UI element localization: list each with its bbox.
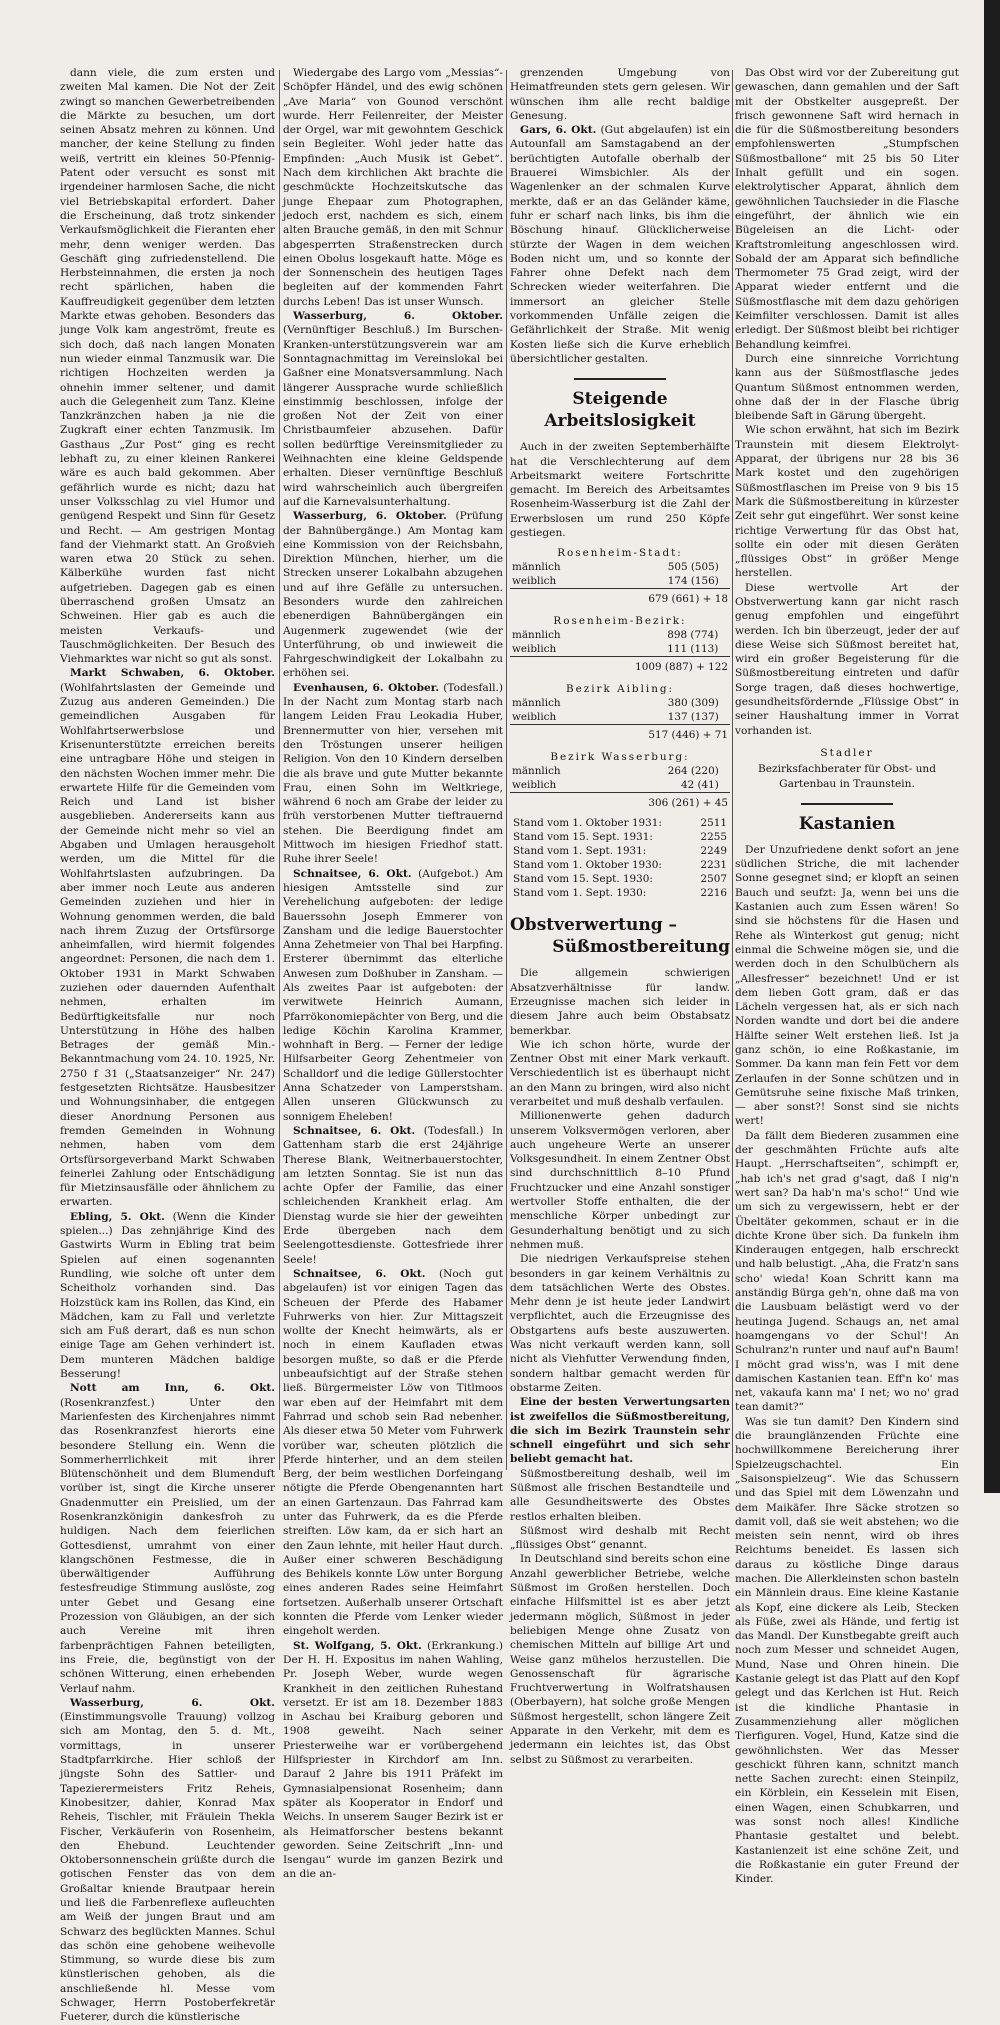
row-value: 2216 [700,887,727,900]
row-value: 264 (220) [667,765,719,778]
table-row [510,816,730,830]
row-label: männlich [512,629,561,642]
paragraph: Die niedrigen Verkaufspreise stehen besonders in gar keinem Verhältnis zu dem tatsächlichen Werte des Obstes. Mehr denn je ist heute jeder Landwirt verpflichtet, auch die Erzeugnisse des Obstgartens aufs beste auszuwerten. Was nicht verkauft werden kann, soll nicht als Viehfutter Verwendung finden, sondern haltbar gemacht werden für obstarme Zeiten. [510,1253,730,1394]
article-st-wolfgang: St. Wolfgang, 5. Okt. (Erkrankung.) Der H. H. Expositus im nahen Wahling, Pr. Joseph Weber, wurde wegen Krankheit in den zeitlichen Ruhestand versetzt. Er ist am 18. Dezember 1883 in Aschau bei Kraiburg geboren und 1908 geweiht. Nach seiner Priesterweihe war er vorübergehend Hilfspriester in Kirchdorf am Inn. Darauf 2 Jahre bis 1911 Präfekt im Gymnasialpensionat Rosenheim; dann später als Kooperator in Endorf und Weichs. In unserem Sauger Bezirk ist er als Heimatforscher bestens bekannt geworden. Seine Zeitschrift „Inn- und Isengau“ wurde im ganzen Bezirk und an die an- [283,1639,503,1881]
article-ebling: Ebling, 5. Okt. (Wenn die Kinder spielen...) Das zehnjährige Kind des Gastwirts Wurm in Ebling trat beim Spielen auf einen sogenannten Rundling, wie solche oft unter dem Scheitholz vorhanden sind. Das Holzstück kam ins Rollen, das Kind, ein Mädchen, kam zu Fall und verletzte sich am Fuß derart, daß es nun schon einige Tage am Gehen verhindert ist. Dem munteren Mädchen baldige Besserung! [60,1210,275,1381]
table-group [510,628,730,680]
row-value: 42 (41) [680,779,719,792]
column-rule [506,70,507,1470]
table-total [510,725,730,749]
paragraph: Was sie tun damit? Den Kindern sind die braunglänzenden Früchte eine hochwillkommene Bereicherung ihrer Spielzeugschachtel. Ein „Saisonspielzeug“. Wie das Schussern und das Spiel mit dem Löwenzahn und dem Maikäfer. Ihre Säcke strotzen so damit voll, daß sie weit abstehen; wo die meisten sein nennt, wird ob ihres Reichtums beneidet. Es lassen sich daraus zu köstliche Dinge daraus machen. Die Allerkleinsten schon basteln ein Männlein draus. Eine kleine Kastanie als Kopf, eine dickere als Leib, Stecken als Füße, zwei als Hände, und fertig ist das Mandl. Der Kunstbegabte greift auch noch zum Messer und schneidet Augen, Mund, Nase und Ohren hinein. Die Kastanie gelegt ist das Platt auf den Kopf gelegt und das Kerlchen ist Hut. Reich ist die kindliche Phantasie in Zusammenziehung aller möglichen Tierfiguren. Vogel, Hund, Katze sind die gewöhnlichsten. Wer das Messer geschickt führen kann, schnitzt manch nette Sachen zurecht: einen Steinpilz, ein Körblein, ein Kesselein mit Eisen, einen Wagen, einen Schubkarren, und was sonst noch alles! Kindliche Phantasie gestaltet und belebt. Kastanienzeit ist eine schöne Zeit, und die Roßkastanie ein guter Freund der Kinder. [735,1415,959,1886]
table-row [510,710,730,725]
article: grenzenden Umgebung von Heimatfreunden stets gern gelesen. Wir wünschen ihm alle recht baldige Genesung. [510,67,730,122]
article-markt-schwaben: Markt Schwaben, 6. Oktober. (Wohlfahrtslasten der Gemeinde und Zuzug aus anderen Gemeinden.) Die gemeindlichen Ausgaben für Wohlfahrtserwerbslose und Krisenunterstützte erreichen bereits eine untragbare Höhe und steigen in den nächsten Wochen immer mehr. Die erwartete Hilfe für die Gemeinden vom Reich und Land ist bisher ausgeblieben. Andererseits kann aus der Gemeinde nicht mehr so viel an Abgaben und Umlagen herausgeholt werden, um die Mittel für die Wohlfahrtslasten aufzubringen. Da aber immer noch Leute aus anderen Gemeinden zuziehen und hier in Wohnung genommen werden, die bald nach ihrem Zuzug der Ortsfürsorge anheimfallen, wird hiermit folgendes angeordnet: Personen, die nach dem 1. Oktober 1931 in Markt Schwaben zuziehen oder dauernden Aufenthalt nehmen, erhalten im Bedürftigkeitsfalle nur noch Unterstützung in Höhe des halben Betrages der gemäß Min.-Bekanntmachung vom 24. 10. 1925, Nr. 2750 f 31 („Staatsanzeiger“ Nr. 247) festgesetzten Richtsätze. Hausbesitzer und Wohnungsinhaber, die entgegen dieser Anordnung Personen aus fremden Gemeinden in Wohnung nehmen, haben vom dem Ortsfürsorgeverband Markt Schwaben feinerlei Zahlung oder Entschädigung für Mietzinsausfälle oder ähnlichem zu erwarten. [60,667,275,1209]
article-gars: Gars, 6. Okt. (Gut abgelaufen) ist ein Autounfall am Samstagabend an der berüchtigten Autofalle oberhalb der Brauerei Wimsbichler. Als der Wagenlenker an der schmalen Kurve merkte, daß er an das Geländer käme, fuhr er scharf nach links, bis ihm die Böschung hinauf. Glücklicherweise stürzte der Wagen in dem weichen Boden nicht um, und so konnte der Fahrer ohne Defekt nach dem Schrecken wieder weiterfahren. Die immersort an gleicher Stelle vorkommenden Unfälle zeigen die Gefährlichkeit der Straße. Mit wenig Kosten ließe sich die Kurve erheblich übersichtlicher gestalten. [510,124,730,365]
table-group-title: Rosenheim-Bezirk: [553,615,687,628]
total-value: 679 (661) + 18 [595,589,730,613]
row-label: Stand vom 1. Sept. 1930: [513,887,647,900]
article-nott-am-inn: Nott am Inn, 6. Okt. (Rosenkranzfest.) Unter den Marienfesten des Kirchenjahres nimmt das Rosenkranzfest hierorts eine besondere Stellung ein. Wenn die Sommerherrlichkeit mit ihrer Blütenschönheit und dem Blumenduft vorüber ist, singt die Kirche unserer Gnadenmutter ein Preislied, um der Rosenkranzkönigin dankesfroh zu huldigen. Nach dem feierlichen Gottesdienst, umrahmt von einer klangschönen Festmesse, die in überwältigender Aufführung festesfreudige Stimmung auslöste, zog unter Gebet und Gesang eine Prozession von Gläubigen, an der sich auch Vereine mit ihren farbenprächtigen Fahnen beteiligten, ins Freie, die, begünstigt von der schönen Witterung, einen erhebenden Verlauf nahm. [60,1382,275,1695]
table-group-title: Bezirk Wasserburg: [550,751,690,764]
column-1 [60,66,275,2024]
table-row [510,872,730,886]
table-total [510,589,730,613]
paragraph: Wie ich schon hörte, wurde der Zentner Obst mit einer Mark verkauft. Verschiedentlich ist es überhaupt nicht an den Mann zu bringen, wird also nicht verarbeitet und muß deshalb verfaulen. [510,1038,730,1108]
total-value: 1009 (887) + 122 [587,657,730,681]
row-label: Stand vom 1. Sept. 1931: [513,845,647,858]
table-row [510,844,730,858]
row-label: Stand vom 1. Oktober 1930: [513,859,662,872]
table-total [510,657,730,681]
article-wasserburg-trauung: Wasserburg, 6. Okt. (Einstimmungsvolle Trauung) vollzog sich am Montag, den 5. d. Mt., vormittags, in unserer Stadtpfarrkirche. Hier schloß der jüngste Sohn des Sattler- und Tapezierermeisters Fritz Reheis, Kinobesitzer, dahier, Konrad Max Reheis, Tischler, mit Fräulein Thekla Fischer, Verkäuferin von Rosenheim, den Ehebund. Leuchtender Oktobersonnenschein grüßte durch die gotischen Fenster das von dem Großaltar kniende Brautpaar herein und ließ die Farbenreflexe aufleuchten am Weiß der jungen Braut und am Schwarz des beglückten Mannes. Schul das schön eine gehobene weihevolle Stimmung, so wurde diese bis zum künstlerischen gehoben, als die anschließende hl. Messe vom Schwager, Herrn Postoberfekretär Fueterer, durch die künstlerische [60,1696,275,2024]
paragraph: Süßmost wird deshalb mit Recht „flüssiges Obst“ genannt. [510,1524,730,1552]
row-value: 137 (137) [667,711,719,724]
row-value: 898 (774) [667,629,719,642]
article-wasserburg-beschluss: Wasserburg, 6. Oktober. (Vernünftiger Beschluß.) Im Burschen-Kranken-unterstützungsverein war am Sonntagnachmittag im Vereinslokal bei Gaßner eine Monatsversammlung. Nach längerer Aussprache wurde schließlich einstimmig beschlossen, infolge der großen Not der Zeit von einer Christbaumfeier abzusehen. Dafür sollen bedürftige Vereinsmitglieder zu Weihnachten eine kleine Geldspende erhalten. Dieser vernünftige Beschluß wird wahrscheinlich auch übergreifen auf die Karnevalsunterhaltung. [283,310,503,508]
column-2 [283,66,504,1881]
row-value: 2231 [700,859,727,872]
article-evenhausen: Evenhausen, 6. Oktober. (Todesfall.) In der Nacht zum Montag starb nach langem Leiden Frau Leokadia Huber, Brennermutter von hier, versehen mit den Tröstungen unserer heiligen Religion. Von den 10 Kindern derselben die als brave und gute Mutter bekannte Frau, einen Sohn im Weltkriege, während 6 noch am Grabe der leider zu früh verstorbenen Mutter tieftrauernd stehen. Die Beerdigung findet am Mittwoch im hiesigen Friedhof statt. Ruhe ihrer Seele! [283,681,503,866]
row-value: 2511 [700,817,727,830]
row-label: weiblich [512,575,557,588]
row-label: Stand vom 1. Oktober 1931: [513,817,662,830]
column-rule [279,70,280,1470]
row-value: 111 (113) [667,643,719,656]
paragraph: Diese wertvolle Art der Obstverwertung kann gar nicht rasch genug empfohlen und eingeführt werden. Ich bin überzeugt, jeder der auf diese Weise sich Süßmost bereitet hat, wird ein großer Begeisterung für die Süßmostbereitung eintreten und dafür Sorge tragen, daß dieses hochwertige, gesundheitsfördernde „Flüssige Obst“ in seiner Haushaltung immer in Vorrat vorhanden ist. [735,581,959,737]
row-label: männlich [512,765,561,778]
row-label: Stand vom 15. Sept. 1931: [513,831,653,844]
scan-edge [984,0,1000,1493]
headline-arbeitslosigkeit: Steigende Arbeitslosigkeit [544,389,696,432]
article-schnaitsee-todesfall: Schnaitsee, 6. Okt. (Todesfall.) In Gattenham starb die erst 24jährige Therese Blank, Weitnerbauerstochter, am letzten Sonntag. Sie ist nun das achte Opfer der Familie, das einer schleichenden Krankheit erlag. Am Dienstag wurde sie hier der geweihten Erde übergeben nach dem Seelengottesdienste. Gottesfriede ihrer Seele! [283,1124,503,1266]
row-value: 380 (309) [667,697,719,710]
article-wasserburg-bahn: Wasserburg, 6. Oktober. (Prüfung der Bahnübergänge.) Am Montag kam eine Kommission von der Reichsbahn, Direktion München, hierher, um die Strecken unserer Lokalbahn abzugehen und auf ihre Gefälle zu untersuchen. Besonders wurde den zahlreichen ebenerdigen Bahnübergängen ein Augenmerk zugewendet (wie der Unterführung, ob und inwieweit die Fahrgeschwindigkeit der Lokalbahn zu erhöhen sei. [283,510,503,680]
total-value: 517 (446) + 71 [595,725,730,749]
table-row [510,642,730,657]
table-row [510,574,730,589]
row-label: weiblich [512,779,557,792]
section-rule [574,378,666,380]
row-label: Stand vom 15. Sept. 1930: [513,873,653,886]
row-label: weiblich [512,643,557,656]
paragraph: In Deutschland sind bereits schon eine Anzahl gewerblicher Betriebe, welche Süßmost im Großen herstellen. Doch einfache Hilfsmittel ist es aber jetzt jedermann möglich, Süßmost in jeder beliebigen Menge ohne Zusatz von chemischen Mitteln auf billige Art und Weise ganz mühelos herzustellen. Die Genossenschaft für ägrarische Fruchtverwertung in Wolfratshausen (Oberbayern), hat solche große Mengen Süßmost hergestellt, schon längere Zeit Apparate in den Verkehr, mit dem es jedermann ein leichtes ist, das Obst selbst zu Süßmost zu verarbeiten. [510,1553,730,1766]
article: dann viele, die zum ersten und zweiten Mal kamen. Die Not der Zeit zwingt so manchen Gewerbetreibenden die Märkte zu besuchen, um dort seinen Absatz mehren zu können. Und mancher, der keine Stellung zu finden weiß, vertritt ein kleines 50-Pfennig-Patent oder versucht es sonst mit irgendeiner harmlosen Sache, die nicht viel Betriebskapital erfordert. Daher die Erscheinung, daß trotz sinkender Verkaufsmöglichkeit die Fieranten eher mehr, denn weniger werden. Das Geschäft ging zufriedenstellend. Die Herbsteinnahmen, die ersten ja noch recht spärlichen, haben die Kauffreudigkeit gegenüber dem letzten Markte etwas gehoben. Besonders das junge Volk kam angeströmt, freute es sich doch, daß nach langen Monaten nun wieder einmal Tanzmusik war. Die richtigen Hochzeiten werden ja ohnehin immer seltener, und damit auch die Gelegenheit zum Tanz. Kleine Tanzkränzchen haben ja nie die Zugkraft einer echten Tanzmusik. Im Gasthaus „Zur Post“ ging es recht lebhaft zu, zu einer kleinen Rankerei wäre es auch bald gekommen. Aber gefährlich wurde es nicht; dazu hat unser Volksschlag zu viel Humor und genügend Respekt und Sinn für Gesetz und Recht. — Am gestrigen Montag fand der Viehmarkt statt. An Großvieh waren etwa 20 Stück zu sehen. Kälberkühe wurden fast nicht aufgetrieben. Dagegen gab es einen überraschend großen Umsatz an Schweinen. Hier gab es auch die meisten Verkaufs- und Tauschmöglichkeiten. Der Besuch des Viehmarktes war nicht so gut als sonst. [60,67,275,666]
column-3 [510,66,730,1766]
row-label: weiblich [512,711,557,724]
unemployment-table [510,546,730,900]
row-value: 2507 [700,873,727,886]
table-row [510,778,730,793]
paragraph: Das Obst wird vor der Zubereitung gut gewaschen, dann gemahlen und der Saft mit der Obstkelter ausgepreßt. Der frisch gewonnene Saft wird hernach in die für die Süßmostbereitung besonders empfohlenswerten „Stumpfschen Süßmostballone“ mit 25 bis 50 Liter Inhalt gefüllt und ein sogen. elektrolytischer Apparat, ähnlich dem gewöhnlichen Tauchsieder in die Flasche eingeführt, der ähnlich wie ein Bügeleisen an die Licht- oder Kraftstromleitung angeschlossen wird. Sobald der am Apparat sich befindliche Thermometer 75 Grad zeigt, wird der Apparat wieder entfernt und die Süßmostflasche mit dem dazu gehörigen Keimfilter verschlossen. Damit ist alles erledigt. Der Süßmost bleibt bei richtiger Behandlung keimfrei. [735,67,959,351]
headline-obstverwertung [510,914,730,958]
headline-kastanien: Kastanien [798,813,896,834]
section-rule [801,803,893,805]
row-value: 2249 [700,845,727,858]
paragraph: Eine der besten Verwertungsarten ist zweifellos die Süßmostbereitung, die sich im Bezirk Traunstein sehr schnell eingeführt und sich sehr beliebt gemacht hat. [510,1396,730,1466]
paragraph: Süßmostbereitung deshalb, weil im Süßmost alle frischen Bestandteile und alle Gesundheitswerte des Obstes restlos erhalten bleiben. [510,1467,730,1523]
table-row [510,696,730,710]
row-value: 174 (156) [667,575,719,588]
table-group [510,560,730,612]
total-value: 306 (261) + 45 [595,793,730,817]
table-row [510,858,730,872]
author-name: Stadler [820,746,874,759]
article-schnaitsee-aufgebot: Schnaitsee, 6. Okt. (Aufgebot.) Am hiesigen Amtsstelle sind zur Verehelichung aufgeboten: der ledige Bauerssohn Joseph Emmerer von Zansham und die ledige Bauerstochter Anna Zehetmeier von Thal bei Harpfing. Ersterer übernimmt das elterliche Anwesen zum Doßhuber in Zansham. — Als zweites Paar ist aufgeboten: der verwitwete Heinrich Aumann, Pfarrökonomiepächter von Berg, und die ledige Köchin Karolina Krammer, wohnhaft in Berg. — Ferner der ledige Hilfsarbeiter Georg Zehentmeier von Schalldorf und die ledige Güllerstochter Anna Schatzeder von Lamperstsham. Allen unseren Glückwunsch zu sonnigem Eheleben! [283,867,503,1123]
table-row [510,764,730,778]
row-value: 505 (505) [667,561,719,574]
table-row [510,830,730,844]
author-title: Bezirksfachberater für Obst- und Gartenbau in Traunstein. [757,763,937,790]
row-value: 2255 [700,831,727,844]
paragraph: Da fällt dem Biederen zusammen eine der geschmähten Früchte aufs alte Haupt. „Herrschaftseiten“, schimpft er, „hab ich's net grad g'sagt, daß I nig'n wert san? Da hab'n ma's scho!“ Und wie um sich zu vergewissern, hebt er der Übeltäter gekommen, schaut er in die dichte Krone über sich. Da funkeln ihm Kinderaugen entgegen, halb erschreckt und halb belustigt. „Aha, die Fratz'n sans scho' wieda! Koan Schritt kann ma anständig Bürga geh'n, ohne daß ma von die Lausbuam belästigt werd vo der heutinga Jugend. Schaugs an, net amal hoamgengans vo der Schul'! An Schulranz'n runter und nauf auf'n Baum! I möcht grad wiss'n, was I mit dene damischen Kastanien tean. Eff'n ko' mas net, vakaufa kann ma' I net; wo no' grad tean damit?“ [735,1129,959,1414]
paragraph: Wie schon erwähnt, hat sich im Bezirk Traunstein mit diesem Elektrolyt-Apparat, der übrigens nur 28 bis 36 Mark kostet und den zugehörigen Süßmostflaschen im Preise von 9 bis 15 Mark die Süßmostbereitung in kürzester Zeit sehr gut eingeführt. Wer sonst keine richtige Verwertung für das Obst hat, sollte ein oder mit diesen Geräten „flüssiges Obst“ in größer Menge herstellen. [735,424,959,580]
paragraph: Der Unzufriedene denkt sofort an jene südlichen Striche, die mit lachender Sonne gesegnet sind; er klopft an seinen Bauch und seufzt: Ja, wenn bei uns die Kastanien auch zum Essen wären! So sind sie höchstens für die Hasen und Rehe als Winterkost gut genug; nicht einmal die Schweine mögen sie, und die werden doch in den Schulbüchern als „Allesfresser“ bezeichnet! Und er ist dem lieben Gott gram, daß er das Lächeln vergessen hat, als er sich nach Norden wandte und dort bei die andere Hälfte seiner Welt erstehen ließ. Ist ja ganz schön, io eine Roßkastanie, im Sommer. Da kann man fein Fett vor dem Zerlaufen in der Sonne schützen und in Gemütsruhe seine fixische Maß trinken, — aber sonst?! Sonst sind sie nichts wert! [735,843,959,1128]
dates-table [510,816,730,900]
table-group [510,764,730,816]
article-schnaitsee-pferde: Schnaitsee, 6. Okt. (Noch gut abgelaufen) ist vor einigen Tagen das Scheuen der Pferde des Habamer Fuhrwerks von hier. Zur Mittagszeit wollte der Knecht heimwärts, als er noch in einem Kaufladen etwas besorgen mußte, so daß er die Pferde unbeaufsichtigt auf der Straße stehen ließ. Bürgermeister Löw von Titlmoos war eben auf der Heimfahrt mit dem Fahrrad und schob sein Rad nebenher. Als dieser etwa 50 Meter vom Fuhrwerk vorüber war, scheuten plötzlich die Pferde hinterher, und an dem steilen Berg, der beim westlichen Dorfeingang nötigte die Pferde Obengenannten hart an einen Gartenzaun. Das Fahrrad kam unter das Fuhrwerk, da es die Pferde streiften. Löw kam, da er sich hart an den Zaun lehnte, mit heiler Haut durch. Außer einer schweren Beschädigung des Behikels konnte Löw unter Borgung eines anderen Rades seine Heimfahrt fortsetzen. Außerhalb unserer Ortschaft konnten die Pferde vom Lenker wieder eingeholt werden. [283,1267,504,1638]
headline-line-1: Obstverwertung – [510,915,678,936]
table-row [510,628,730,642]
paragraph: Millionenwerte gehen dadurch unserem Volksvermögen verloren, aber auch ungeheure Werte an unserer Volksgesundheit. In einem Zentner Obst sind durchschnittlich 8–10 Pfund Fruchtzucker und eine Anzahl sonstiger wertvoller Stoffe enthalten, die der menschliche Körper unbedingt zur Gesunderhaltung benötigt und zu sich nehmen muß. [510,1110,730,1251]
headline-line-2: Süßmostbereitung [552,937,730,958]
column-4 [735,66,959,1886]
table-group-title: Rosenheim-Stadt: [557,547,683,560]
paragraph: Durch eine sinnreiche Vorrichtung kann aus der Süßmostflasche jedes Quantum Süßmost entnommen werden, ohne daß der in der Flasche übrig bleibende Saft in Gärung übergeht. [735,352,959,423]
table-group-title: Bezirk Aibling: [565,683,675,696]
paragraph: Die allgemein schwierigen Absatzverhältnisse für landw. Erzeugnisse machen sich leider in diesem Jahre auch beim Obstabsatz bemerkbar. [510,967,730,1037]
article: Wiedergabe des Largo vom „Messias“-Schöpfer Händel, und des ewig schönen „Ave Maria“ von Gounod verschönt wurde. Herr Feilenreiter, der Meister der Orgel, war mit gewohntem Geschick sein Begleiter. Wohl jeder hatte das Empfinden: „Auch Musik ist Gebet“. Nach dem kirchlichen Akt brachte die geschmückte Hochzeitskutsche das junge Ehepaar zum Photographen, jedoch erst, nachdem es sich, einem alten Brauche gemäß, in den mit Schnur abgesperrten Straßenstrecken durch einen Obolus losgekauft hatte. Möge es der Sonnenschein des heutigen Tages begleiten auf der kommenden Fahrt durchs Leben! Das ist unser Wunsch. [283,67,503,308]
table-total [510,793,730,817]
article-arbeitslosigkeit: Auch in der zweiten Septemberhälfte hat die Verschlechterung auf dem Arbeitsmarkt weitere Fortschritte gemacht. Im Bereich des Arbeitsamtes Rosenheim-Wasserburg ist die Zahl der Erwerbslosen um rund 250 Köpfe gestiegen. [510,441,730,540]
table-row [510,886,730,900]
row-label: männlich [512,697,561,710]
table-row [510,560,730,574]
column-rule [732,70,733,1470]
row-label: männlich [512,561,561,574]
table-group [510,696,730,748]
